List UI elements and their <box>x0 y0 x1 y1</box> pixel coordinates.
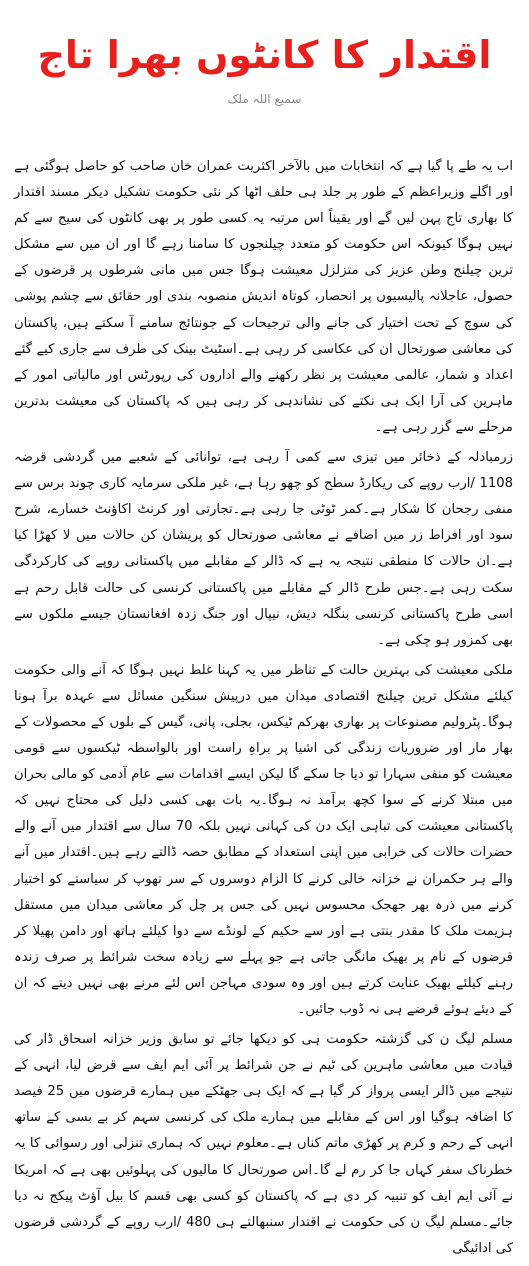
article-paragraph: زرمبادلہ کے ذخائر میں تیزی سے کمی آ رہی ہے، توانائی کے شعبے میں گردشی قرضہ 1108 /ارب روپے کی ریکارڈ سطح کو چھو رہا ہے، غیر ملکی سرمایہ کاری چوند برس سے منفی رجحان کا شکار ہے۔کمر ٹوٹی جا رہی ہے۔تجارتی اور کرنٹ اکاؤنٹ خسارے، شرح سود اور افراط زر میں اضافے نے معاشی صورتحال کو پریشان کن حالات میں لا کھڑا کیا ہے۔ان حالات کا منطقی نتیجہ یہ ہے کہ ڈالر کے مقابلے میں پاکستانی روپے کی کارکردگی سکت رہی ہے۔جس طرح ڈالر کے مقابلے میں پاکستانی کرنسی کی حالت قابل رحم ہے اسی طرح پاکستانی کرنسی بنگلہ دیش، نیپال اور جنگ زدہ افغانستان جیسے ملکوں سے بھی کمزور ہو چکی ہے۔ <box>14 450 513 648</box>
author-byline: سمیع اللہ ملک <box>227 92 302 106</box>
article-paragraph: اب یہ طے پا گیا ہے کہ انتخابات میں بالآخر اکثریت عمران خان صاحب کو حاصل ہوگئی ہے اور اگلے وزیراعظم کے طور پر جلد ہی حلف اٹھا کر نئی حکومت تشکیل دیکر مسند اقتدار کا بھاری تاج پہن لیں گے اور یقیناً اس مرتبہ یہ کسی طور پر بھی کانٹوں کی سیج سے کم نہیں ہوگا کیونکہ اس حکومت کو متعدد چیلنجوں کا سامنا رہے گا اور ان میں سے مشکل ترین چیلنج وطن عزیز کی متزلزل معیشت ہوگا جس میں مانی شرطوں پر قرضوں کے حصول، عاجلانہ پالیسیوں پر انحصار، کوتاہ اندیش منصوبہ بندی اور حقائق سے چشم پوشی کی سوچ کے تحت اختیار کی جانے والی ترجیحات کے جونتائج سامنے آ سکتے ہیں، پاکستان کی معاشی صورتحال ان کی عکاسی کر رہی ہے۔اسٹیٹ بینک کی طرف سے جاری کیے گئے اعداد و شمار، عالمی معیشت پر نظر رکھنے والے اداروں کی رپورٹس اور مالیاتی امور کے ماہرین کی آرا ایک ہی نکتے کی نشاندہی کر رہی ہیں کہ پاکستان کی معیشت بدترین مرحلے سے گزر رہی ہے۔ <box>14 159 513 435</box>
article-headline: اقتدار کا کانٹوں بھرا تاج <box>37 33 492 77</box>
article-body <box>14 154 513 1266</box>
article-paragraph: ملکی معیشت کی بہترین حالت کے تناظر میں یہ کہنا غلط نہیں ہوگا کہ آنے والی حکومت کیلئے مشکل ترین چیلنج اقتصادی میدان میں درپیش سنگین مسائل سے عہدہ برآ ہونا ہوگا۔پٹرولیم مصنوعات پر بھاری بھرکم ٹیکس، بجلی، پانی، گیس کے بلوں کے محصولات کے بھار مار اور ضروریات زندگی کی اشیا پر براہِ راست اور بالواسطہ ٹیکسوں سے قومی معیشت کو منفی سہارا تو دیا جا سکے گا لیکن ایسے اقدامات سے عام آدمی کو مالی بحران میں مبتلا کرنے کے سوا کچھ برآمد نہ ہوگا۔یہ بات بھی کسی دلیل کی محتاج نہیں کہ پاکستانی معیشت کی تباہی ایک دن کی کہانی نہیں بلکہ 70 سال سے اقتدار میں آنے والے حضرات حالات کی خرابی میں اپنی استعداد کے مطابق حصہ ڈالتے رہے ہیں۔اقتدار میں آنے والے ہر حکمران نے خزانہ خالی کرنے کا الزام دوسروں کے سر تھوپ کر سیاستے کو اختیار کرنے میں ذرہ بھر جھجک محسوس نہیں کی جس پر چل کر معاشی میدان میں مستقل ہزیمت ملک کا مقدر بنتی ہے اور سے حکیم کے لونڈے سے دوا کیلئے ہاتھ اور دامن پھیلا کر قرضوں کے نام پر بھیک مانگی جاتی ہے جو پہلے سے زیادہ سخت شرائط پر صرف زندہ رہنے کیلئے بھیک عنایت کرتے ہیں اور وہ سودی مہاجن اس لئے مرنے بھی نہیں دیتے کہ ان کے دیئے ہوئے قرضے ہی نہ ڈوب جائیں۔ <box>14 662 513 1017</box>
article-paragraph: مسلم لیگ ن کی گزشتہ حکومت ہی کو دیکھا جائے تو سابق وزیر خزانہ اسحاق ڈار کی قیادت میں معاشی ماہرین کی ٹیم نے جن شرائط پر آئی ایم ایف سے قرض لیا، انہی کے نتیجے میں ڈالر ایسی پرواز کر گیا ہے کہ ایک ہی جھٹکے میں ہمارے قرضوں میں 25 فیصد کا اضافہ ہوگیا اور اس کے مقابلے میں ہمارے ملک کی کرنسی سہم کر بے بسی کے ساتھ انہی کے رحم و کرم پر کھڑی ماتم کناں ہے۔معلوم نہیں کہ ہماری تنزلی اور رسوائی کا یہ خطرناک سفر کہاں جا کر رم لے گا۔اس صورتحال کا مالیوں کی پہلوئیں بھی ہے کہ امریکا نے آئی ایم ایف کو تنبیہ کر دی ہے کہ پاکستان کو کسی بھی قسم کا بیل آؤٹ پیکج نہ دیا جائے۔مسلم لیگ ن کی حکومت نے اقتدار سنبھالتے ہی 480 /ارب روپے کے گردشی قرضوں کی ادائیگی <box>14 1032 513 1256</box>
